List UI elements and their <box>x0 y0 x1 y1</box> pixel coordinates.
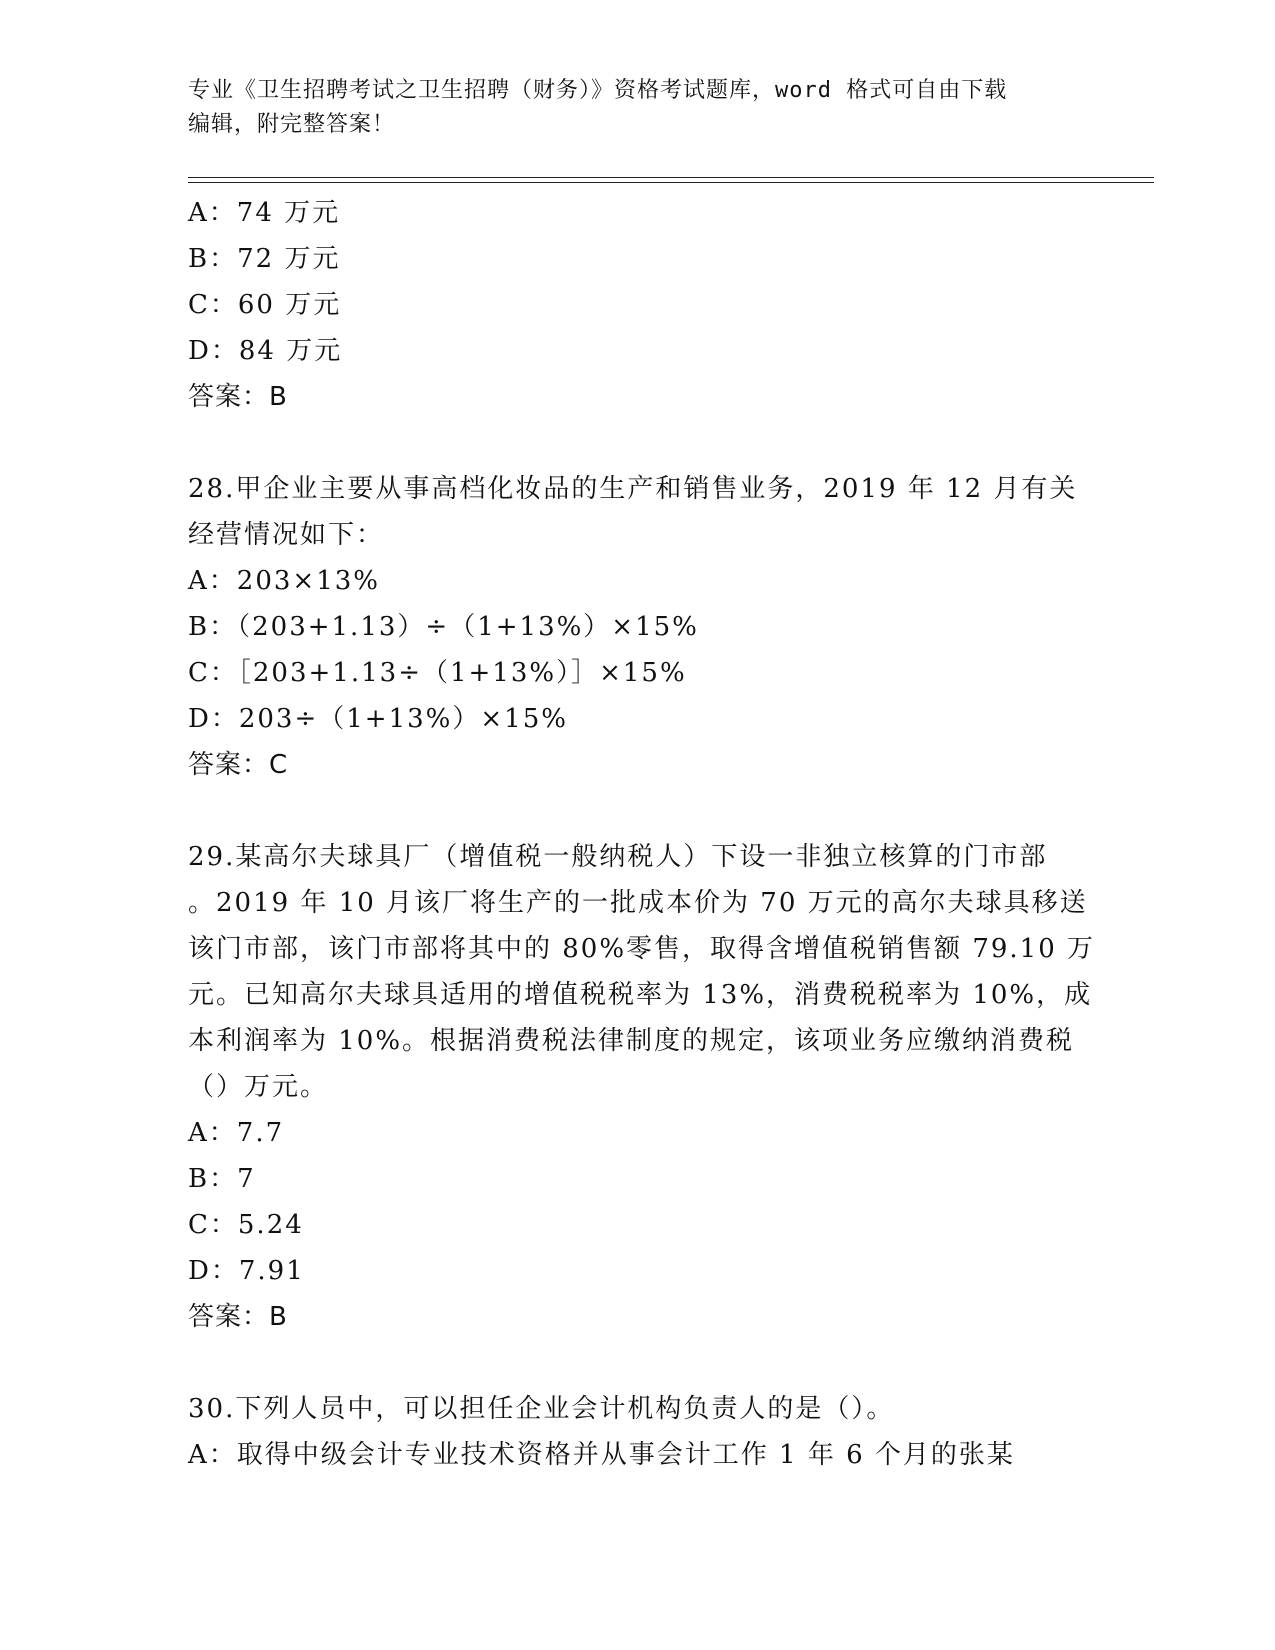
answer: 答案：B <box>188 382 288 412</box>
question-30 <box>188 1386 1088 1478</box>
option-b: B：（203+1.13）÷（1+13%）×15% <box>188 612 699 642</box>
option-d: D：84 万元 <box>188 336 343 366</box>
document-header <box>188 74 1088 142</box>
option-b: B：7 <box>188 1164 256 1194</box>
option-b: B：72 万元 <box>188 244 341 274</box>
question-27 <box>188 190 1088 420</box>
question-stem: 该门市部，该门市部将其中的 80%零售，取得含增值税销售额 79.10 万 <box>188 934 1096 964</box>
option-a: A：7.7 <box>188 1118 285 1148</box>
question-stem: （）万元。 <box>188 1072 329 1102</box>
question-stem: 。2019 年 10 月该厂将生产的一批成本价为 70 万元的高尔夫球具移送 <box>188 888 1088 918</box>
question-28 <box>188 466 1088 788</box>
option-a: A：取得中级会计专业技术资格并从事会计工作 1 年 6 个月的张某 <box>188 1440 1015 1470</box>
question-29 <box>188 834 1096 1340</box>
option-d: D：203÷（1+13%）×15% <box>188 704 568 734</box>
question-stem: 本利润率为 10%。根据消费税法律制度的规定，该项业务应缴纳消费税 <box>188 1026 1075 1056</box>
question-stem: 30.下列人员中，可以担任企业会计机构负责人的是（）。 <box>188 1394 895 1424</box>
option-a: A：74 万元 <box>188 198 341 228</box>
answer: 答案：B <box>188 1302 288 1332</box>
question-stem: 元。已知高尔夫球具适用的增值税税率为 13%，消费税税率为 10%，成 <box>188 980 1093 1010</box>
question-stem: 29.某高尔夫球具厂（增值税一般纳税人）下设一非独立核算的门市部 <box>188 842 1048 872</box>
option-d: D：7.91 <box>188 1256 305 1286</box>
header-line-1: 专业《卫生招聘考试之卫生招聘（财务）》资格考试题库，word 格式可自由下载 <box>188 78 1008 103</box>
header-line-2: 编辑，附完整答案！ <box>188 112 396 137</box>
option-c: C：［203+1.13÷（1+13%）］×15% <box>188 658 687 688</box>
answer: 答案：C <box>188 750 289 780</box>
option-c: C：60 万元 <box>188 290 342 320</box>
header-divider-top <box>188 177 1154 178</box>
option-c: C：5.24 <box>188 1210 304 1240</box>
question-stem: 经营情况如下： <box>188 520 385 550</box>
question-stem: 28.甲企业主要从事高档化妆品的生产和销售业务，2019 年 12 月有关 <box>188 474 1078 504</box>
header-divider-bottom <box>188 182 1154 183</box>
option-a: A：203×13% <box>188 566 380 596</box>
question-content <box>188 190 1096 1478</box>
